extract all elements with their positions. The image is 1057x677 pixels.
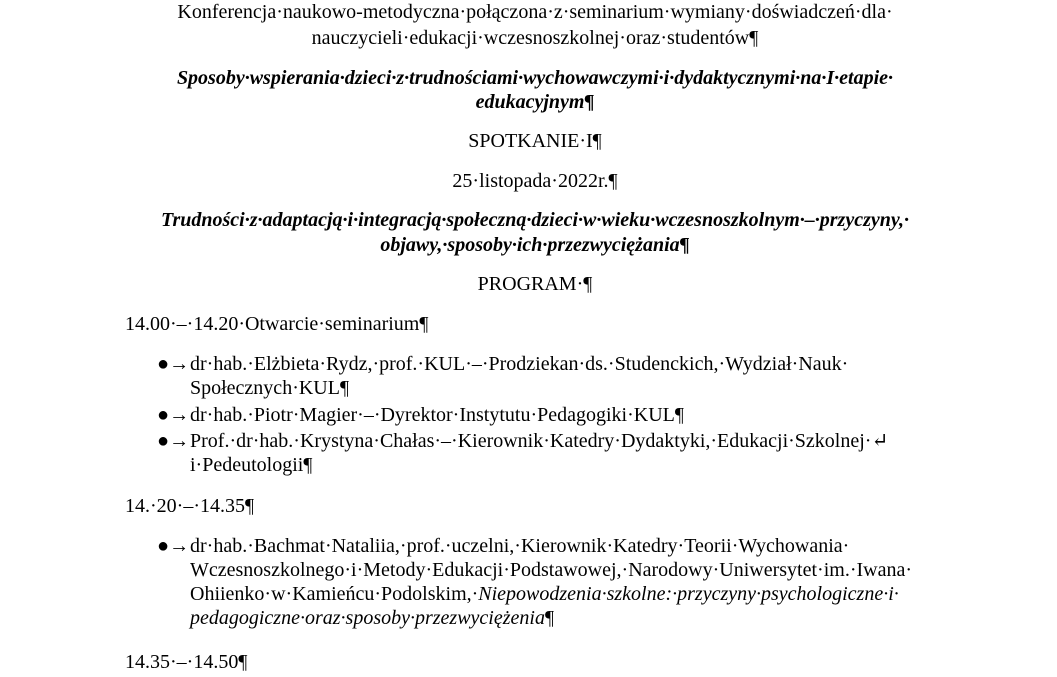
seminar-title-line-1: Sposoby·wspierania·dzieci·z·trudnościami·wychowawczymi·i·dydaktycznymi·na·I·etapie· [176, 67, 894, 89]
meeting-label: SPOTKANIE·I¶ [468, 130, 602, 152]
affiliation-text: Ohiienko·w·Kamieńcu·Podolskim,· [190, 583, 479, 605]
meeting-date: 25·listopada·2022r.¶ [452, 170, 618, 192]
list-item-speaker-3 [190, 429, 952, 477]
list-item-line: dr·hab.·Elżbieta·Rydz,·prof.·KUL·–·Prodziekan·ds.·Studenckich,·Wydział·Nauk· [190, 353, 849, 375]
bullet-marker: ●→ [157, 535, 190, 557]
time-slot-3: 14.35·–·14.50¶ [125, 651, 248, 673]
time-slot-1: 14.00·–·14.20·Otwarcie·seminarium¶ [125, 313, 429, 335]
conference-heading-line-1: Konferencja·naukowo-metodyczna·połączona·z·seminarium·wymiany·doświadczeń·dla· [177, 1, 893, 23]
list-item-line: dr·hab.·Bachmat·Nataliia,·prof.·uczelni,·Kierownik·Katedry·Teorii·Wychowania· [190, 535, 850, 557]
list-item-line: dr·hab.·Piotr·Magier·–·Dyrektor·Instytutu·Pedagogiki·KUL¶ [190, 404, 684, 426]
paragraph-mark: ¶ [544, 607, 555, 629]
bullet-marker: ●→ [157, 353, 190, 375]
seminar-title-line-2: edukacyjnym¶ [475, 91, 595, 113]
list-item-line [190, 606, 952, 630]
bullet-marker: ●→ [157, 404, 190, 426]
list-item-line: Wczesnoszkolnego·i·Metody·Edukacji·Podstawowej,·Narodowy·Uniwersytet·im.·Iwana· [190, 559, 912, 581]
list-item-line: i·Pedeutologii¶ [190, 454, 313, 476]
list-item-line [190, 582, 952, 606]
bullet-marker: ●→ [157, 430, 190, 452]
conference-heading-line-2: nauczycieli·edukacji·wczesnoszkolnej·oraz·studentów¶ [311, 27, 759, 49]
talk-title-text: pedagogiczne·oraz·sposoby·przezwyciężenia [190, 607, 545, 629]
list-item-line: Społecznych·KUL¶ [190, 377, 350, 399]
topic-title-line-1: Trudności·z·adaptacją·i·integracją·społeczną·dzieci·w·wieku·wczesnoszkolnym·–·przyczyny,· [161, 209, 909, 231]
list-item-speaker-2 [190, 403, 684, 427]
program-heading: PROGRAM·¶ [477, 273, 593, 295]
list-item-line: Prof.·dr·hab.·Krystyna·Chałas·–·Kierownik·Katedry·Dydaktyki,·Edukacji·Szkolnej·↵ [190, 430, 889, 452]
list-item-speaker-4 [190, 534, 952, 630]
list-item-speaker-1 [190, 352, 952, 400]
talk-title-text: Niepowodzenia·szkolne:·przyczyny·psychologiczne·i· [478, 583, 899, 605]
time-slot-2: 14.·20·–·14.35¶ [125, 495, 255, 517]
topic-title-line-2: objawy,·sposoby·ich·przezwyciężania¶ [380, 234, 690, 256]
